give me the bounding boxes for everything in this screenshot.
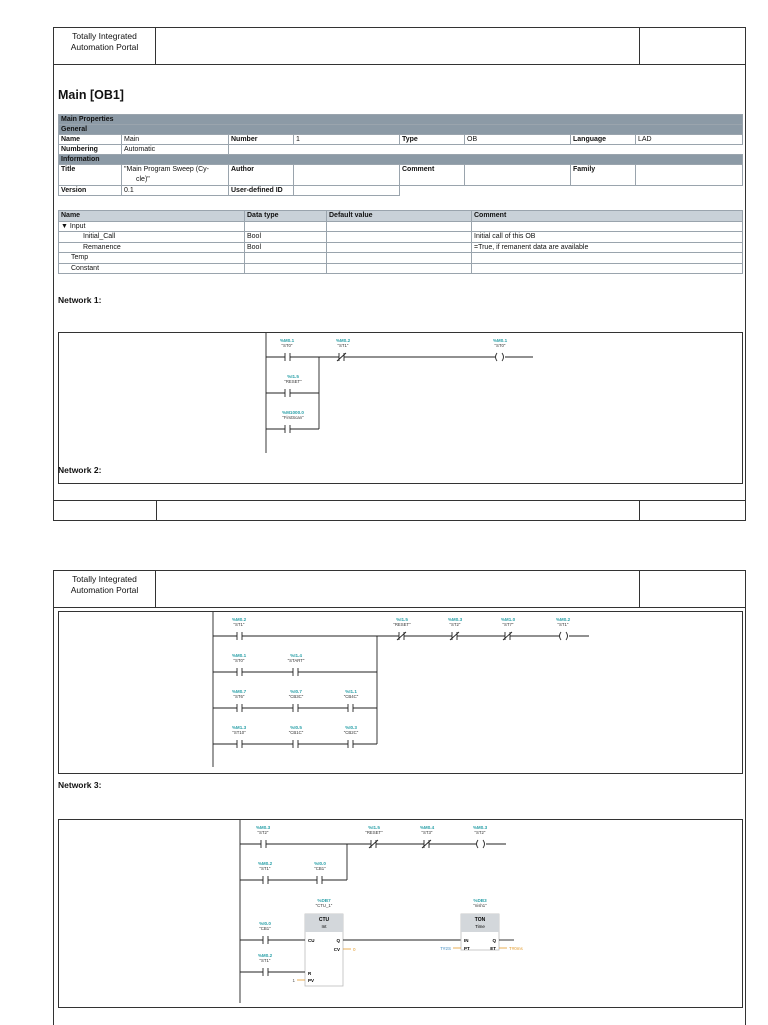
operand-symbol: "CB1" — [259, 926, 271, 931]
operand-symbol: "CB1C" — [288, 730, 304, 735]
operand-address: %I1.5 — [287, 374, 299, 379]
pin-et: ET — [490, 946, 496, 951]
app-title-line: Automation Portal — [70, 585, 139, 595]
numbering-label: Numbering — [59, 145, 122, 155]
network-2-title: Network 2: — [58, 465, 102, 475]
row-comment: Initial call of this OB — [472, 232, 743, 243]
row-type — [245, 263, 327, 274]
operand-address: %I0.5 — [290, 725, 302, 730]
operand-symbol: "ST2" — [449, 622, 461, 627]
contact-no[interactable] — [237, 632, 242, 640]
header-divider — [639, 28, 640, 64]
contact-no[interactable] — [263, 968, 268, 976]
operand-symbol: "START" — [287, 658, 305, 663]
app-title-line: Totally Integrated — [72, 31, 137, 41]
operand-symbol: "ST2" — [474, 830, 486, 835]
operand-address: %M0.1 — [279, 338, 295, 343]
family-value — [636, 165, 743, 186]
network-3-title: Network 3: — [58, 780, 102, 790]
operand-address: %I1.1 — [345, 689, 357, 694]
operand-symbol: "ST1" — [337, 343, 349, 348]
ladder-network-1 — [59, 333, 742, 483]
contact-no[interactable] — [237, 704, 242, 712]
operand-address: %I1.4 — [290, 653, 302, 658]
operand-symbol: "RESET" — [284, 379, 302, 384]
operand-address: %M0.2 — [335, 338, 351, 343]
comment-value — [465, 165, 571, 186]
operand-address: %M1000.0 — [282, 410, 304, 415]
userid-label: User-defined ID — [229, 186, 294, 196]
row-name[interactable]: ▼ Input — [59, 221, 245, 232]
network-1-diagram — [58, 332, 743, 484]
operand-symbol: "ST7" — [502, 622, 514, 627]
col-header-comment: Comment — [472, 211, 743, 222]
col-header-default: Default value — [327, 211, 472, 222]
operand-address: %I1.5 — [396, 617, 408, 622]
table-row — [59, 221, 743, 232]
operand-address: %M0.1 — [492, 338, 508, 343]
operand-symbol: "ST2" — [257, 830, 269, 835]
version-label: Version — [59, 186, 122, 196]
operand-symbol: "RESET" — [365, 830, 383, 835]
contact-no[interactable] — [293, 668, 298, 676]
operand-address: %M0.7 — [231, 689, 247, 694]
col-header-datatype: Data type — [245, 211, 327, 222]
footer-divider — [156, 501, 157, 521]
row-name: Initial_Call — [59, 232, 245, 243]
app-title — [54, 28, 156, 64]
operand-address: %I1.5 — [368, 825, 380, 830]
contact-no[interactable] — [348, 704, 353, 712]
contact-no[interactable] — [348, 740, 353, 748]
row-name: Remanence — [59, 242, 245, 253]
contact-no[interactable] — [237, 740, 242, 748]
title-value-line: cle)" — [136, 175, 150, 183]
instance-db-symbol: "nish1" — [473, 903, 487, 908]
contact-no[interactable] — [263, 876, 268, 884]
author-value — [294, 165, 400, 186]
operand-address: %M0.4 — [419, 825, 435, 830]
properties-table — [58, 114, 743, 196]
row-default — [327, 232, 472, 243]
cv-value: 0 — [353, 947, 356, 952]
operand-address: %I0.7 — [290, 689, 302, 694]
block-datatype: Int — [321, 924, 327, 929]
operand-address: %M0.2 — [257, 861, 273, 866]
operand-symbol: "ST1" — [259, 958, 271, 963]
row-comment — [472, 253, 743, 264]
network-2-diagram — [58, 611, 743, 774]
operand-symbol: "CB4C" — [343, 694, 359, 699]
et-value: T#0ms — [509, 946, 523, 951]
interface-table — [58, 210, 743, 274]
operand-symbol: "ST6" — [233, 694, 245, 699]
pin-pt: PT — [464, 946, 470, 951]
type-label: Type — [400, 135, 465, 145]
row-comment — [472, 263, 743, 274]
name-value: Main — [122, 135, 229, 145]
operand-address: %M0.1 — [231, 653, 247, 658]
table-row — [59, 263, 743, 274]
operand-address: %M0.3 — [447, 617, 463, 622]
footer-divider — [639, 501, 640, 521]
block-type: TON — [474, 917, 486, 923]
pv-value: 1 — [292, 978, 295, 983]
operand-address: %I0.3 — [345, 725, 357, 730]
operand-symbol: "ST0" — [494, 343, 506, 348]
page-footer — [54, 500, 745, 521]
page-header — [54, 571, 745, 608]
operand-symbol: "ST3" — [421, 830, 433, 835]
contact-no[interactable] — [285, 353, 290, 361]
contact-no[interactable] — [317, 876, 322, 884]
title-value — [122, 165, 229, 186]
page-header — [54, 28, 745, 65]
pin-cv: CV — [333, 947, 340, 952]
contact-no[interactable] — [293, 704, 298, 712]
header-divider — [639, 571, 640, 607]
pin-cu: CU — [308, 938, 315, 943]
pin-pv: PV — [308, 978, 315, 983]
title-label: Title — [59, 165, 122, 186]
row-type — [245, 221, 327, 232]
row-default — [327, 242, 472, 253]
pin-in: IN — [464, 938, 469, 943]
row-default — [327, 221, 472, 232]
contact-no[interactable] — [293, 740, 298, 748]
network-1-title: Network 1: — [58, 295, 102, 305]
operand-address: %I0.0 — [259, 921, 271, 926]
contact-no[interactable] — [285, 389, 290, 397]
operand-address: %M1.3 — [231, 725, 247, 730]
section-general: General — [59, 125, 743, 135]
empty-cell — [400, 186, 743, 196]
operand-symbol: "ST10" — [232, 730, 246, 735]
contact-no[interactable] — [285, 425, 290, 433]
instance-db: %DB7 — [317, 898, 331, 903]
table-row — [59, 253, 743, 264]
ton-timer-block[interactable] — [461, 914, 499, 951]
numbering-value: Automatic — [122, 145, 229, 155]
block-datatype: Time — [475, 924, 485, 929]
row-comment: =True, if remanent data are available — [472, 242, 743, 253]
row-comment — [472, 221, 743, 232]
app-title-line: Automation Portal — [70, 42, 139, 52]
coil[interactable] — [560, 632, 568, 640]
instance-db-symbol: "CTU_1" — [315, 903, 333, 908]
block-type: CTU — [318, 917, 330, 923]
contact-no[interactable] — [237, 668, 242, 676]
pin-q: Q — [336, 938, 340, 943]
family-label: Family — [571, 165, 636, 186]
comment-label: Comment — [400, 165, 465, 186]
contact-no[interactable] — [263, 936, 268, 944]
operand-address: %M0.2 — [555, 617, 571, 622]
operand-symbol: "CB1" — [314, 866, 326, 871]
userid-value — [294, 186, 400, 196]
row-type: Bool — [245, 232, 327, 243]
operand-symbol: "CB3C" — [288, 694, 304, 699]
report-page-2 — [53, 570, 746, 1025]
row-default — [327, 263, 472, 274]
type-value: OB — [465, 135, 571, 145]
section-information: Information — [59, 155, 743, 165]
app-title-line: Totally Integrated — [72, 574, 137, 584]
language-value: LAD — [636, 135, 743, 145]
table-row — [59, 242, 743, 253]
operand-symbol: "RESET" — [393, 622, 411, 627]
col-header-name: Name — [59, 211, 245, 222]
network-3-diagram — [58, 819, 743, 1008]
number-label: Number — [229, 135, 294, 145]
operand-address: %M0.3 — [472, 825, 488, 830]
ladder-network-2 — [59, 612, 742, 773]
operand-address: %M0.2 — [231, 617, 247, 622]
operand-address: %M0.3 — [255, 825, 271, 830]
row-name: Constant — [59, 263, 245, 274]
row-type — [245, 253, 327, 264]
language-label: Language — [571, 135, 636, 145]
table-row — [59, 232, 743, 243]
report-page-1 — [53, 27, 746, 521]
operand-symbol: "FirstScan" — [282, 415, 304, 420]
ladder-network-3 — [59, 820, 742, 1007]
pin-r: R — [308, 971, 312, 976]
number-value: 1 — [294, 135, 400, 145]
coil[interactable] — [496, 353, 504, 361]
operand-symbol: "ST1" — [233, 622, 245, 627]
pin-q: Q — [492, 938, 496, 943]
block-title: Main [OB1] — [58, 88, 124, 102]
operand-symbol: "CB2C" — [343, 730, 359, 735]
empty-cell — [229, 145, 743, 155]
operand-symbol: "ST1" — [259, 866, 271, 871]
version-value: 0.1 — [122, 186, 229, 196]
operand-address: %M0.2 — [257, 953, 273, 958]
coil[interactable] — [477, 840, 485, 848]
instance-db: %DB3 — [473, 898, 487, 903]
contact-no[interactable] — [261, 840, 266, 848]
operand-address: %M1.0 — [500, 617, 516, 622]
ctu-counter-block[interactable] — [305, 914, 343, 986]
pt-value: T#2S — [440, 946, 451, 951]
operand-symbol: "ST0" — [281, 343, 293, 348]
operand-symbol: "ST1" — [557, 622, 569, 627]
author-label: Author — [229, 165, 294, 186]
row-default — [327, 253, 472, 264]
row-name: Temp — [59, 253, 245, 264]
operand-address: %I0.0 — [314, 861, 326, 866]
app-title — [54, 571, 156, 607]
row-type: Bool — [245, 242, 327, 253]
name-label: Name — [59, 135, 122, 145]
operand-symbol: "ST0" — [233, 658, 245, 663]
title-value-line: "Main Program Sweep (Cy- — [124, 166, 209, 173]
section-main-properties: Main Properties — [59, 115, 743, 125]
